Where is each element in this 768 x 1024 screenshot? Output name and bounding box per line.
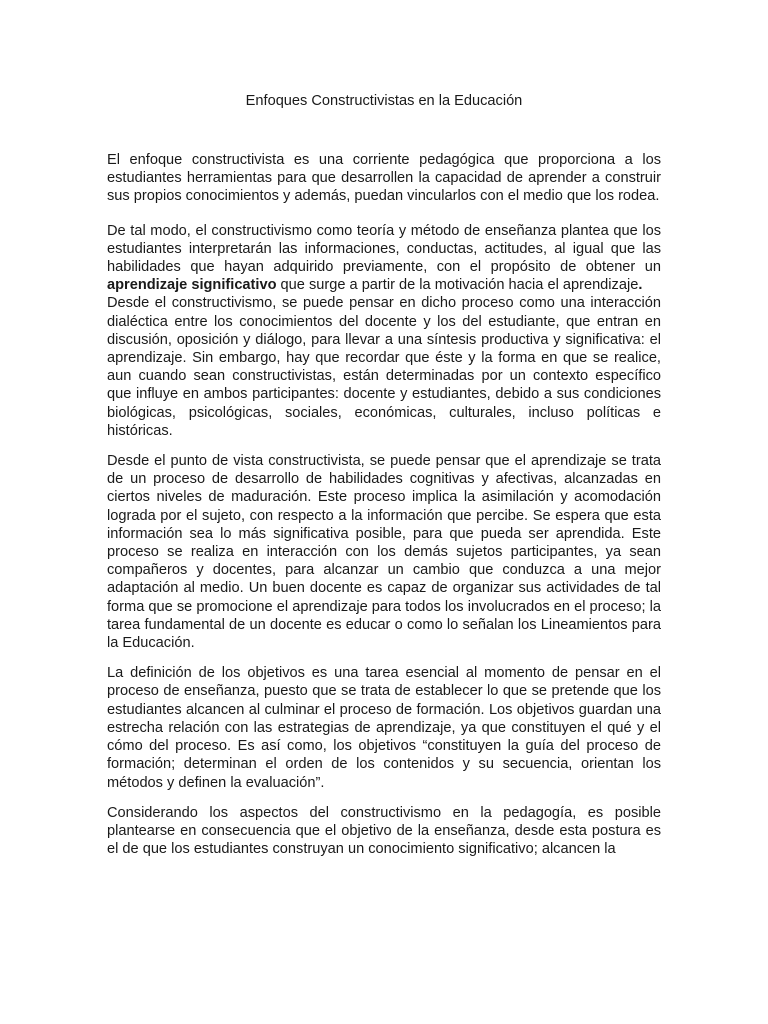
- paragraph-2-period: .: [638, 277, 643, 294]
- paragraph-4: Desde el punto de vista constructivista, se puede pensar que el aprendizaje se trata de un proceso de desarrollo de habilidades cognitivas y afectivas, alcanzadas en ciertos niveles de maduración. Este proceso implica la asimilación y acomodación lograda por el sujeto, con respecto a la información que percibe. Se espera que esta información sea lo más significativa posible, para que pueda ser aprendida. Este proceso se realiza en interacción con los demás sujetos participantes, ya sean compañeros y docentes, para alcanzar un cambio que conduzca a una mejor adaptación al medio. Un buen docente es capaz de organizar sus actividades de tal forma que se promocione el aprendizaje para todos los involucrados en el proceso; la tarea fundamental de un docente es educar o como lo señalan los Lineamientos para la Educación.: [107, 453, 661, 652]
- paragraph-2-text-start: De tal modo, el constructivismo como teoría y método de enseñanza plantea que los estudiantes interpretarán las informaciones, conductas, actitudes, al igual que las habilidades que hayan adquirido previamente, con el propósito de obtener un: [107, 222, 661, 276]
- paragraph-5: La definición de los objetivos es una tarea esencial al momento de pensar en el proceso de enseñanza, puesto que se trata de establecer lo que se pretende que los estudiantes alcancen al culminar el proceso de formación. Los objetivos guardan una estrecha relación con las estrategias de aprendizaje, ya que constituyen el qué y el cómo del proceso. Es así como, los objetivos “constituyen la guía del proceso de formación; determinan el orden de los contenidos y su secuencia, orientan los métodos y definen la evaluación”.: [107, 665, 661, 791]
- document-body: [107, 151, 661, 858]
- paragraph-3: Desde el constructivismo, se puede pensar en dicho proceso como una interacción dialéctica entre los conocimientos del docente y los del estudiante, que entran en discusión, oposición y diálogo, para llevar a una síntesis productiva y significativa: el aprendizaje. Sin embargo, hay que recordar que éste y la forma en que se realice, aun cuando sean constructivistas, están determinadas por un contexto específico que influye en ambos participantes: docente y estudiantes, debido a sus condiciones biológicas, psicológicas, sociales, económicas, culturales, incluso políticas e históricas.: [107, 295, 661, 439]
- document-title: Enfoques Constructivistas en la Educación: [245, 93, 523, 109]
- paragraph-6: Considerando los aspectos del constructivismo en la pedagogía, es posible plantearse en consecuencia que el objetivo de la enseñanza, desde esta postura es el de que los estudiantes construyan un conocimiento significativo; alcancen la: [107, 804, 661, 858]
- paragraph-2: [107, 222, 661, 295]
- paragraph-1: El enfoque constructivista es una corriente pedagógica que proporciona a los estudiantes herramientas para que desarrollen la capacidad de aprender a construir sus propios conocimientos y además, puedan vincularlos con el medio que los rodea.: [107, 152, 661, 205]
- paragraph-2-text-end: que surge a partir de la motivación hacia el aprendizaje: [276, 277, 639, 294]
- bold-term: aprendizaje significativo: [107, 277, 277, 294]
